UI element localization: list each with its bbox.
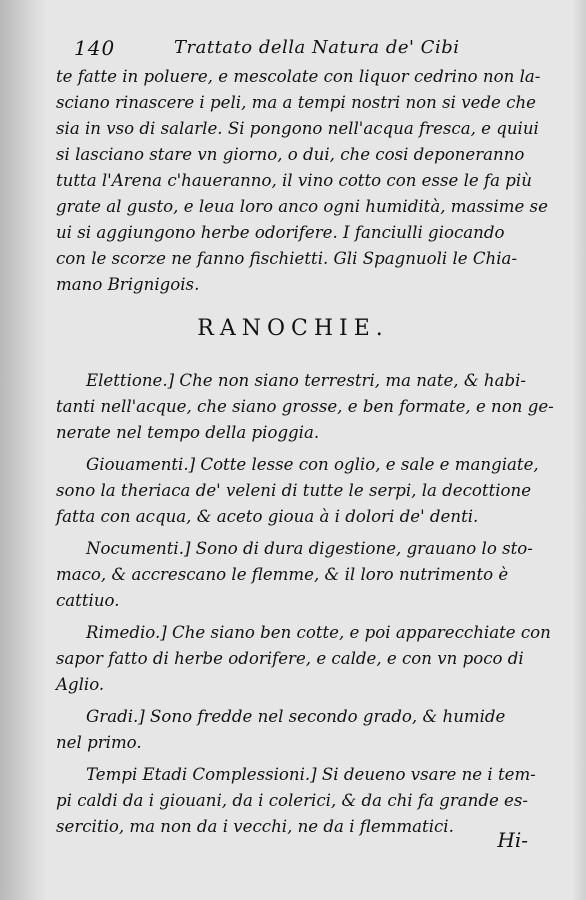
text-line: ui si aggiungono herbe odorifere. I fanciulli giocando xyxy=(56,223,505,242)
text-line: tutta l'Arena c'haueranno, il vino cotto con esse le fa più xyxy=(56,171,532,190)
text-line: te fatte in poluere, e mescolate con liquor cedrino non la- xyxy=(56,67,541,86)
text-line: Nocumenti.] Sono di dura digestione, grauano lo sto- xyxy=(86,539,533,558)
text-line: Tempi Etadi Complessioni.] Si deueno vsare ne i tem- xyxy=(86,765,536,784)
text-line: nel primo. xyxy=(56,733,142,752)
text-line: sercitio, ma non da i vecchi, ne da i flemmatici. xyxy=(56,817,454,836)
text-line: Rimedio.] Che siano ben cotte, e poi apparecchiate con xyxy=(86,623,551,642)
text-line: sciano rinascere i peli, ma a tempi nostri non si vede che xyxy=(56,93,536,112)
text-line: sia in vso di salarle. Si pongono nell'acqua fresca, e quiui xyxy=(56,119,539,138)
catchword: Hi- xyxy=(497,828,528,852)
text-line: con le scorze ne fanno fischietti. Gli Spagnuoli le Chia- xyxy=(56,249,518,268)
text-line: Aglio. xyxy=(56,675,105,694)
running-title: Trattato della Natura de' Cibi xyxy=(174,37,460,58)
text-line: Giouamenti.] Cotte lesse con oglio, e sale e mangiate, xyxy=(86,455,539,474)
text-line: Elettione.] Che non siano terrestri, ma nate, & habi- xyxy=(86,371,527,390)
text-line: maco, & accrescano le flemme, & il loro nutrimento è xyxy=(56,565,509,584)
intro-text xyxy=(56,64,558,298)
paragraph-giouamenti xyxy=(56,452,558,530)
paragraph-nocumenti xyxy=(56,536,558,614)
text-line: fatta con acqua, & aceto gioua à i dolori de' denti. xyxy=(56,507,479,526)
text-line: sapor fatto di herbe odorifere, e calde, e con vn poco di xyxy=(56,649,524,668)
section-heading: RANOCHIE. xyxy=(197,316,389,341)
text-line: tanti nell'acque, che siano grosse, e ben formate, e non ge- xyxy=(56,397,554,416)
paragraph-tempi xyxy=(56,762,558,840)
text-line: pi caldi da i giouani, da i colerici, & da chi fa grande es- xyxy=(56,791,528,810)
text-line: grate al gusto, e leua loro anco ogni humidità, massime se xyxy=(56,197,548,216)
text-line: mano Brignigois. xyxy=(56,275,200,294)
text-line: cattiuo. xyxy=(56,591,120,610)
page-number: 140 xyxy=(74,36,116,60)
paragraph-rimedio xyxy=(56,620,558,698)
text-line: sono la theriaca de' veleni di tutte le serpi, la decottione xyxy=(56,481,532,500)
section-body xyxy=(56,368,558,840)
paragraph-elettione xyxy=(56,368,558,446)
text-line: si lasciano stare vn giorno, o dui, che cosi deponeranno xyxy=(56,145,525,164)
page-header xyxy=(74,36,544,62)
text-line: nerate nel tempo della pioggia. xyxy=(56,423,320,442)
text-line: Gradi.] Sono fredde nel secondo grado, & humide xyxy=(86,707,506,726)
paragraph-gradi xyxy=(56,704,558,756)
